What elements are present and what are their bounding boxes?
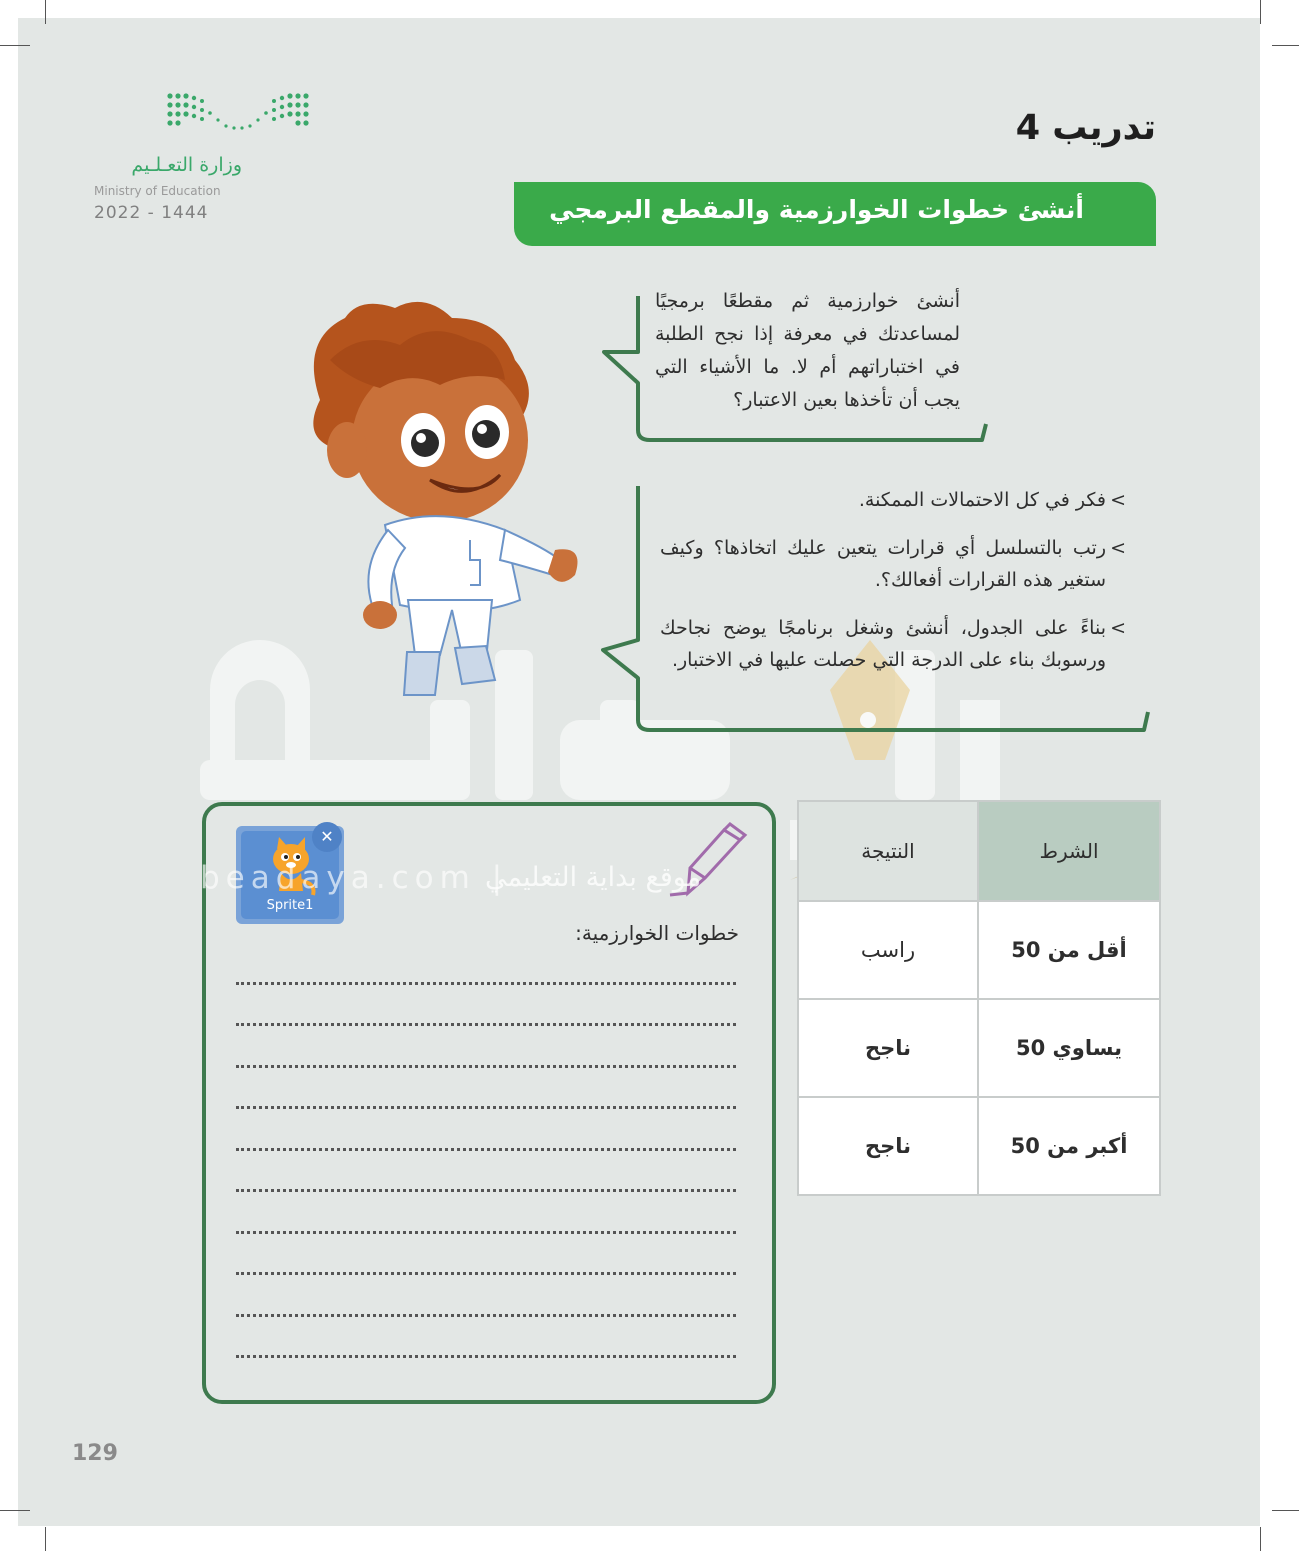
banner-text: أنشئ خطوات الخوارزمية والمقطع البرمجي [549,195,1084,224]
bullet-marker: > [1110,617,1126,639]
bullet-marker: > [1110,537,1126,559]
answer-line[interactable] [236,1355,736,1358]
ministry-name-arabic: وزارة التعـلـيم [131,154,242,176]
table-row [798,999,1160,1097]
hint-text: رتب بالتسلسل أي قرارات يتعين عليك اتخاذها؟ وكيف ستغير هذه القرارات أفعالك؟. [660,537,1106,591]
result-cell: ناجح [798,999,978,1097]
condition-cell: أقل من 50 [978,901,1160,999]
condition-cell: أكبر من 50 [978,1097,1160,1195]
table-row [798,1097,1160,1195]
header-condition: الشرط [978,801,1160,901]
page-number: 129 [72,1441,118,1466]
speech-bubble-text: أنشئ خوارزمية ثم مقطعًا برمجيًا لمساعدتك في معرفة إذا نجح الطلبة في اختباراتهم أم لا. ما الأشياء التي يجب أن تأخذها بعين الاعتبار؟ [655,290,960,411]
answer-line[interactable] [236,1148,736,1151]
answer-line[interactable] [236,1314,736,1317]
hint-text: بناءً على الجدول، أنشئ وشغل برنامجًا يوضح نجاحك ورسوبك بناء على الدرجة التي حصلت عليها في الاختبار. [660,617,1106,671]
hints-list [660,484,1126,692]
hint-item [660,532,1126,596]
table-row [798,901,1160,999]
result-cell: راسب [798,901,978,999]
watermark-arabic: موقع بداية التعليمي [485,862,702,893]
bullet-marker: > [1110,489,1126,511]
ministry-name-english: Ministry of Education [94,184,221,198]
hint-item [660,612,1126,676]
edition-year: 2022 - 1444 [94,203,209,223]
condition-cell: يساوي 50 [978,999,1160,1097]
hint-text: فكر في كل الاحتمالات الممكنة. [858,489,1106,511]
hint-item [660,484,1126,516]
answer-line[interactable] [236,1023,736,1026]
sprite-label: Sprite1 [266,898,314,913]
student-character-illustration [313,302,577,695]
header-result: النتيجة [798,801,978,901]
table-header-row [798,801,1160,901]
answer-line[interactable] [236,982,736,985]
answer-line[interactable] [236,1189,736,1192]
result-cell: ناجح [798,1097,978,1195]
grade-conditions-table [797,800,1161,1196]
exercise-title: تدريب 4 [1015,108,1156,148]
answer-line[interactable] [236,1106,736,1109]
watermark-latin: beadaya.com | [200,860,509,896]
answer-line[interactable] [236,1231,736,1234]
algorithm-steps-label: خطوات الخوارزمية: [575,921,739,945]
answer-line[interactable] [236,1272,736,1275]
answer-line[interactable] [236,1065,736,1068]
delete-sprite-button[interactable]: ✕ [312,822,342,852]
